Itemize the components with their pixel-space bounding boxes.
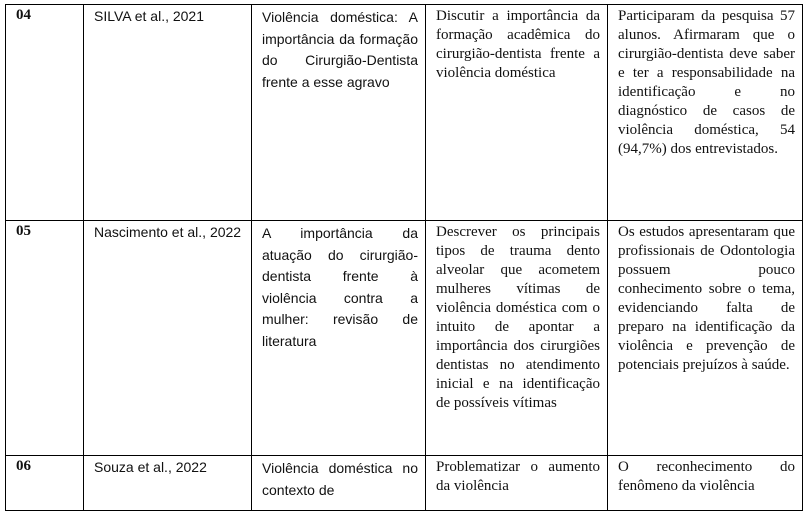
study-results: Os estudos apresentaram que profissionais de Odontologia possuem pouco conhecimento sobre o tema, evidenciando falta de preparo na identificação da violência e prevenção de potenciais prejuízos à saúde. — [618, 224, 795, 373]
study-id: 04 — [16, 7, 31, 23]
study-results: Participaram da pesquisa 57 alunos. Afirmaram que o cirurgião-dentista deve saber e ter a responsabilidade na identificação e no diagnóstico de casos de violência doméstica, 54 (94,7%) dos entrevistados. — [618, 8, 795, 157]
study-objective: Problematizar o aumento da violência — [436, 459, 600, 494]
study-title: Violência doméstica no contexto de — [262, 460, 418, 498]
table-row — [6, 456, 803, 511]
study-id-cell — [6, 456, 84, 511]
study-results: O reconhecimento do fenômeno da violência — [618, 459, 795, 494]
objective-cell — [426, 5, 608, 221]
results-cell — [608, 5, 803, 221]
literature-table — [5, 4, 803, 511]
study-title: A importância da atuação do cirurgião-dentista frente à violência contra a mulher: revisão de literatura — [262, 225, 418, 349]
study-author: Nascimento et al., 2022 — [94, 224, 242, 240]
study-id-cell — [6, 5, 84, 221]
study-objective: Discutir a importância da formação acadêmica do cirurgião-dentista frente a violência doméstica — [436, 8, 600, 81]
table-row — [6, 221, 803, 456]
study-author: SILVA et al., 2021 — [94, 8, 205, 24]
study-objective: Descrever os principais tipos de trauma dento alveolar que acometem mulheres vítimas de violência doméstica com o intuito de apontar a importância dos cirurgiões dentistas no atendimento inicial e na identificação de possíveis vítimas — [436, 224, 600, 411]
author-cell — [84, 456, 252, 511]
table-row — [6, 5, 803, 221]
study-author: Souza et al., 2022 — [94, 459, 207, 475]
objective-cell — [426, 456, 608, 511]
title-cell — [252, 456, 426, 511]
author-cell — [84, 5, 252, 221]
results-cell — [608, 456, 803, 511]
study-id: 06 — [16, 458, 31, 474]
objective-cell — [426, 221, 608, 456]
study-id-cell — [6, 221, 84, 456]
title-cell — [252, 5, 426, 221]
author-cell — [84, 221, 252, 456]
study-title: Violência doméstica: A importância da formação do Cirurgião-Dentista frente a esse agravo — [262, 9, 418, 90]
results-cell — [608, 221, 803, 456]
study-id: 05 — [16, 223, 31, 239]
title-cell — [252, 221, 426, 456]
